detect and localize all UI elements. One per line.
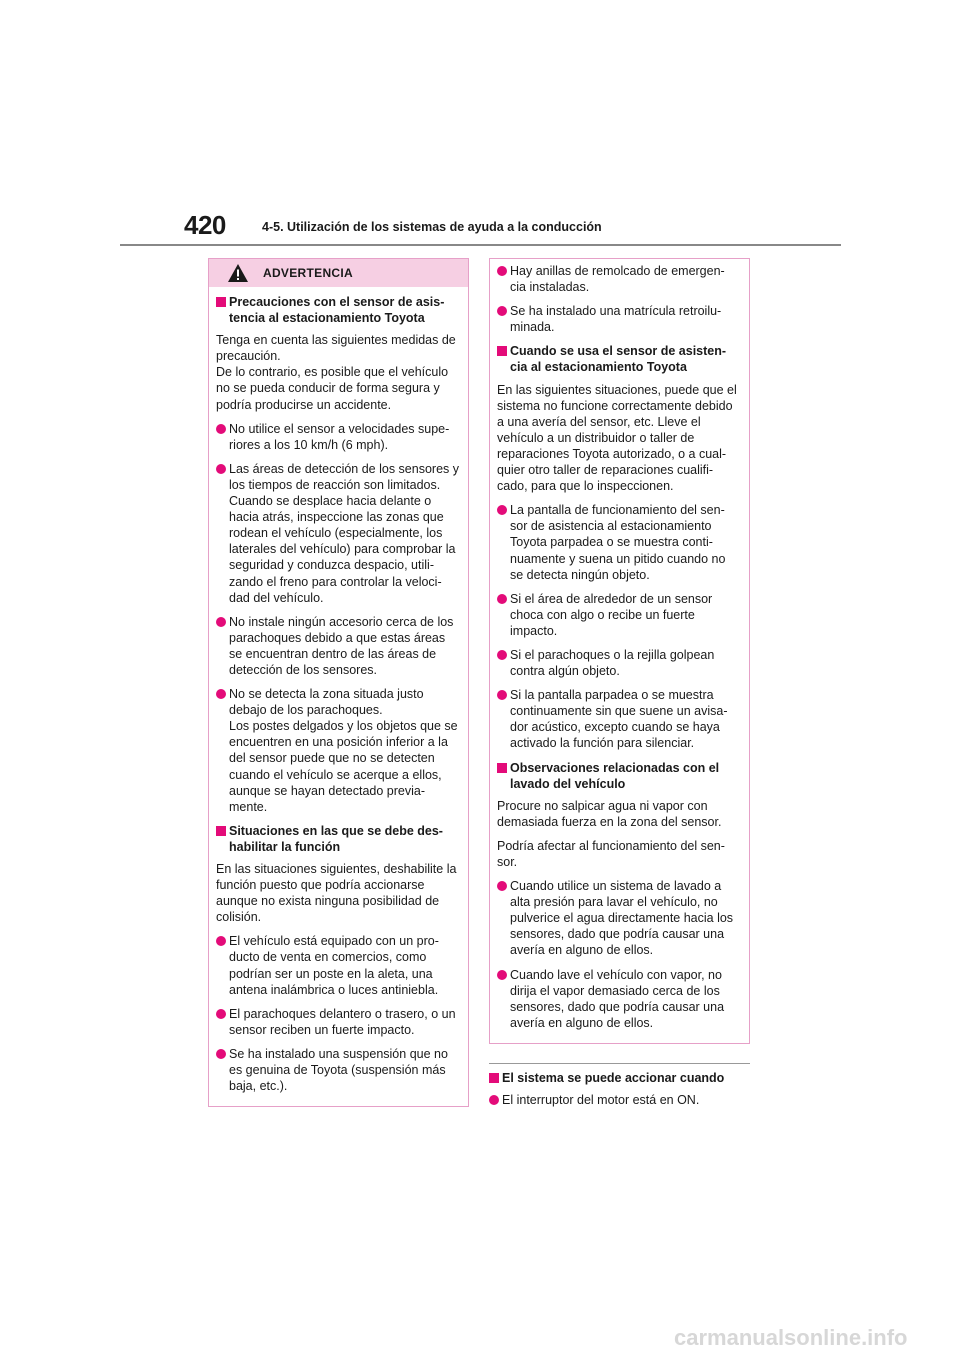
list-item: La pantalla de funcionamiento del sen- sor de asistencia al estacionamiento Toyota parpadea o se muestra conti- nuamente y suena un pitido cuando no se detecta ningún objeto. — [497, 502, 742, 582]
list-item: Se ha instalado una matrícula retroilu- minada. — [497, 303, 742, 335]
square-bullet-icon — [216, 297, 226, 307]
bullet-icon — [216, 689, 226, 699]
square-bullet-icon — [497, 763, 507, 773]
square-bullet-icon — [489, 1073, 499, 1083]
list-item: El parachoques delantero o trasero, o un sensor reciben un fuerte impacto. — [216, 1006, 461, 1038]
list-item: Las áreas de detección de los sensores y los tiempos de reacción son limitados. Cuando se desplace hacia delante o hacia atrás, inspeccione las zonas que rodean el vehículo (especialmente, los laterales del vehículo) para comprobar la seguridad y conduzca despacio, utili- zando el freno para controlar la veloci- dad del vehículo. — [216, 461, 461, 606]
bullet-icon — [216, 936, 226, 946]
bullet-icon — [216, 424, 226, 434]
paragraph: En las siguientes situaciones, puede que el sistema no funcione correctamente debido a una avería del sensor, etc. Lleve el vehículo a un distribuidor o taller de reparaciones Toyota autorizado, o a cual- quier otro taller de reparaciones cualifi- cado, para que lo inspeccionen. — [497, 382, 737, 494]
bullet-icon — [497, 306, 507, 316]
paragraph: Tenga en cuenta las siguientes medidas de precaución. — [216, 333, 456, 364]
paragraph: De lo contrario, es posible que el vehículo no se pueda conducir de forma segura y podría producirse un accidente. — [216, 365, 449, 412]
bullet-icon — [497, 970, 507, 980]
list-item: No instale ningún accesorio cerca de los parachoques debido a que estas áreas se encuentran dentro de las áreas de detección de los sensores. — [216, 614, 461, 678]
heading-car-wash: Observaciones relacionadas con el lavado del vehículo — [497, 760, 742, 792]
paragraph: Procure no salpicar agua ni vapor con demasiada fuerza en la zona del sensor. — [497, 798, 722, 829]
bullet-icon — [216, 1009, 226, 1019]
paragraph: Podría afectar al funcionamiento del sen- sor. — [497, 838, 725, 869]
footer-watermark: carmanualsonline.info — [674, 1325, 908, 1350]
paragraph: En las situaciones siguientes, deshabilite la función puesto que podría accionarse aunque no exista ninguna posibilidad de colisión. — [216, 862, 457, 925]
list-item: No se detecta la zona situada justo debajo de los parachoques. Los postes delgados y los objetos que se encuentren en una posición inferior a la del sensor puede que no se detecten cuando el vehículo se acerque a ellos, aunque se hayan detectado previa- mente. — [216, 686, 461, 815]
list-item: Si el área de alrededor de un sensor choca con algo o recibe un fuerte impacto. — [497, 591, 742, 639]
square-bullet-icon — [497, 346, 507, 356]
bullet-icon — [497, 690, 507, 700]
list-item: El interruptor del motor está en ON. — [489, 1092, 750, 1108]
heading-disable-function: Situaciones en las que se debe des- habilitar la función — [216, 823, 461, 855]
list-item: Se ha instalado una suspensión que no es genuina de Toyota (suspensión más baja, etc.). — [216, 1046, 461, 1094]
bullet-icon — [216, 617, 226, 627]
heading-precautions: Precauciones con el sensor de asis- tencia al estacionamiento Toyota — [216, 294, 461, 326]
bullet-icon — [497, 266, 507, 276]
header-rule — [120, 244, 841, 246]
bullet-icon — [489, 1095, 499, 1105]
list-item: No utilice el sensor a velocidades supe- riores a los 10 km/h (6 mph). — [216, 421, 461, 453]
operating-conditions — [489, 1063, 750, 1116]
list-item: Cuando utilice un sistema de lavado a alta presión para lavar el vehículo, no pulverice el agua directamente hacia los sensores, dado que podría causar una avería en alguno de ellos. — [497, 878, 742, 958]
bullet-icon — [497, 650, 507, 660]
list-item: Cuando lave el vehículo con vapor, no dirija el vapor demasiado cerca de los sensores, dado que podría causar una avería en alguno de ellos. — [497, 967, 742, 1031]
heading-operating-conditions: El sistema se puede accionar cuando — [489, 1070, 750, 1086]
list-item: El vehículo está equipado con un pro- ducto de venta en comercios, como podrían ser un poste en la aleta, una antena inalámbrica o luces antiniebla. — [216, 933, 461, 997]
warning-label: ADVERTENCIA — [263, 266, 353, 280]
list-item: Hay anillas de remolcado de emergen- cia instaladas. — [497, 263, 742, 295]
square-bullet-icon — [216, 826, 226, 836]
list-item: Si la pantalla parpadea o se muestra continuamente sin que suene un avisa- dor acústico, excepto cuando se haya activado la función para silenciar. — [497, 687, 742, 751]
bullet-icon — [216, 464, 226, 474]
bullet-icon — [216, 1049, 226, 1059]
bullet-icon — [497, 594, 507, 604]
warning-box-left — [208, 258, 469, 1107]
page-number: 420 — [184, 210, 226, 240]
warning-box-right — [489, 258, 750, 1044]
bullet-icon — [497, 881, 507, 891]
warning-triangle-icon — [227, 263, 249, 283]
warning-header — [209, 259, 468, 287]
list-item: Si el parachoques o la rejilla golpean contra algún objeto. — [497, 647, 742, 679]
section-title: 4-5. Utilización de los sistemas de ayuda a la conducción — [262, 220, 602, 234]
bullet-icon — [497, 505, 507, 515]
heading-when-using-sensor: Cuando se usa el sensor de asisten- cia al estacionamiento Toyota — [497, 343, 742, 375]
